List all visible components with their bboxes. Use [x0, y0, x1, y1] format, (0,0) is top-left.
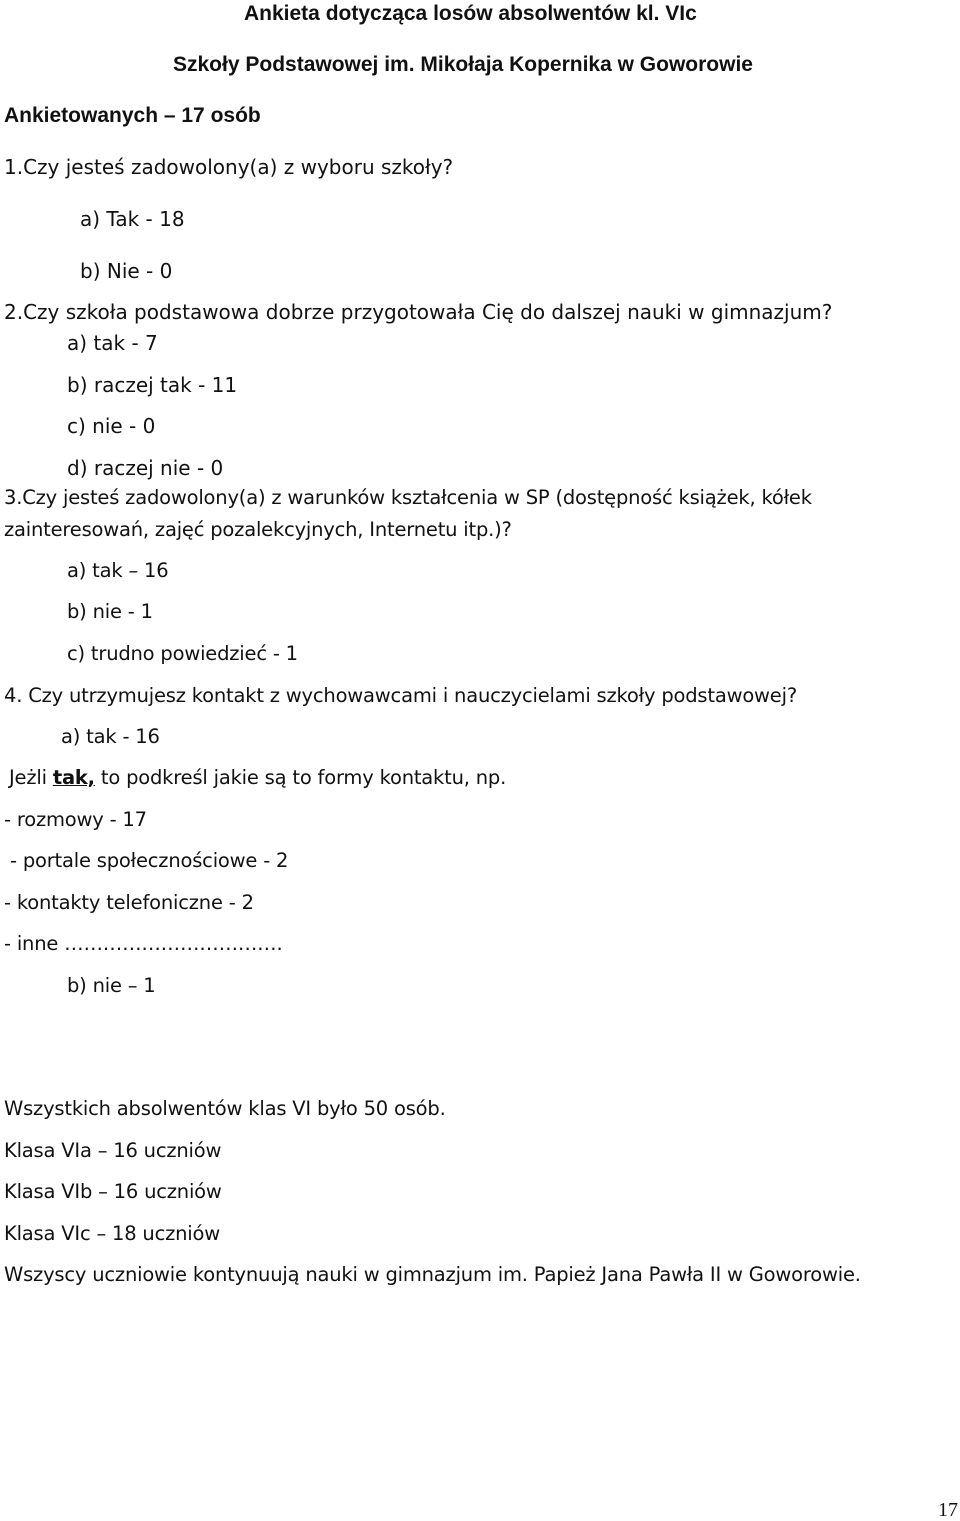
question-3-line-2: zainteresowań, zajęć pozalekcyjnych, Internetu itp.)?: [4, 518, 512, 541]
q4-followup-prefix: Jeżli: [9, 766, 53, 789]
q2-answer-a: a) tak - 7: [67, 331, 158, 355]
q4-answer-a: a) tak - 16: [61, 725, 160, 748]
contact-form-social: - portale społecznościowe - 2: [4, 849, 289, 872]
summary-continuation: Wszyscy uczniowie kontynuują nauki w gimnazjum im. Papież Jana Pawła II w Goworowie.: [4, 1263, 861, 1286]
q3-answer-a: a) tak – 16: [67, 559, 169, 582]
q3-answer-b: b) nie - 1: [67, 600, 153, 623]
title-line-1: Ankieta dotycząca losów absolwentów kl. VIc: [244, 2, 697, 25]
page-number: 17: [938, 1499, 958, 1521]
question-1: 1.Czy jesteś zadowolony(a) z wyboru szkoły?: [4, 155, 454, 179]
q4-answer-b: b) nie – 1: [67, 974, 156, 997]
question-2: 2.Czy szkoła podstawowa dobrze przygotowała Cię do dalszej nauki w gimnazjum?: [4, 300, 833, 324]
q3-answer-c: c) trudno powiedzieć - 1: [67, 642, 298, 665]
q4-followup-emphasis: tak,: [52, 766, 95, 789]
q4-followup-suffix: to podkreśl jakie są to formy kontaktu, np.: [94, 766, 507, 789]
contact-form-phone: - kontakty telefoniczne - 2: [4, 891, 254, 914]
q2-answer-d: d) raczej nie - 0: [67, 456, 224, 480]
contact-form-talks: - rozmowy - 17: [4, 808, 147, 831]
contact-form-other: - inne …………………………….: [4, 932, 283, 955]
summary-class-b: Klasa VIb – 16 uczniów: [4, 1180, 222, 1203]
title-line-2: Szkoły Podstawowej im. Mikołaja Kopernika w Goworowie: [173, 53, 753, 76]
summary-class-a: Klasa VIa – 16 uczniów: [4, 1139, 222, 1162]
q1-answer-a: a) Tak - 18: [80, 207, 185, 231]
q1-answer-b: b) Nie - 0: [80, 259, 173, 283]
q2-answer-b: b) raczej tak - 11: [67, 373, 238, 397]
q4-followup: [9, 768, 506, 788]
question-3-line-1: 3.Czy jesteś zadowolony(a) z warunków kształcenia w SP (dostępność książek, kółek: [4, 486, 812, 509]
q2-answer-c: c) nie - 0: [67, 414, 156, 438]
question-4: 4. Czy utrzymujesz kontakt z wychowawcami i nauczycielami szkoły podstawowej?: [4, 684, 797, 707]
respondents-count: Ankietowanych – 17 osób: [4, 104, 261, 127]
summary-class-c: Klasa VIc – 18 uczniów: [4, 1222, 221, 1245]
summary-total: Wszystkich absolwentów klas VI było 50 osób.: [4, 1097, 446, 1120]
